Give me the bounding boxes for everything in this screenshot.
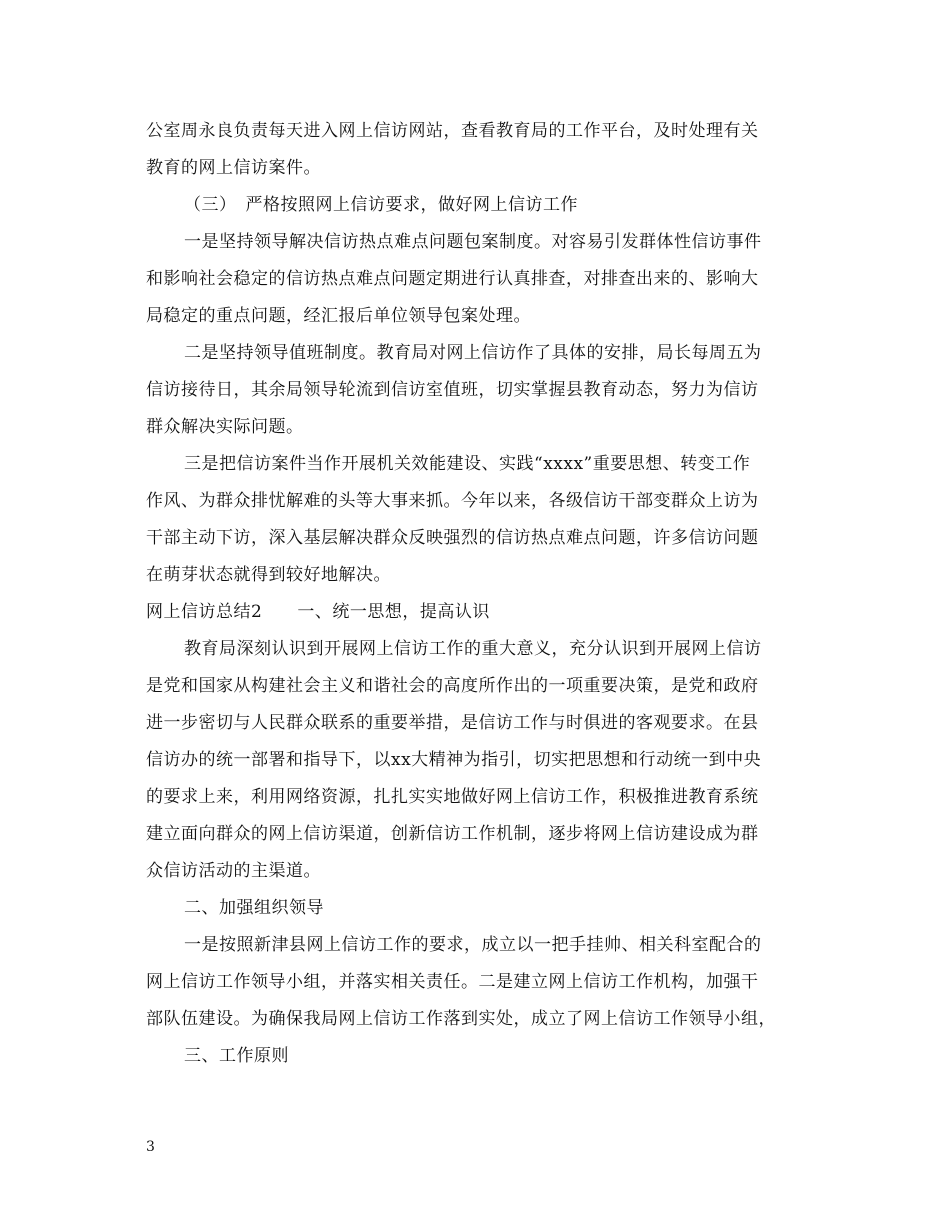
paragraph-line: 二是坚持领导值班制度。教育局对网上信访作了具体的安排，局长每周五为	[184, 343, 762, 363]
section-heading: 三、工作原则	[184, 1046, 289, 1066]
paragraph-line: 信访办的统一部署和指导下，以xx大精神为指引，切实把思想和行动统一到中央	[146, 750, 762, 770]
paragraph-line: 公室周永良负责每天进入网上信访网站，查看教育局的工作平台，及时处理有关	[146, 121, 759, 141]
paragraph-line: 干部主动下访，深入基层解决群众反映强烈的信访热点难点问题，许多信访问题	[146, 528, 759, 548]
section-heading: （三） 严格按照网上信访要求，做好网上信访工作	[184, 195, 578, 215]
paragraph-line: 群众解决实际问题。	[146, 417, 304, 437]
section-heading: 二、加强组织领导	[184, 898, 324, 918]
paragraph-line: 教育的网上信访案件。	[146, 158, 321, 178]
paragraph-line: 一是坚持领导解决信访热点难点问题包案制度。对容易引发群体性信访事件	[184, 232, 762, 252]
paragraph-line: 网上信访工作领导小组，并落实相关责任。二是建立网上信访工作机构，加强干	[146, 972, 759, 992]
paragraph-line: 建立面向群众的网上信访渠道，创新信访工作机制，逐步将网上信访建设成为群	[146, 824, 759, 844]
paragraph-line: 教育局深刻认识到开展网上信访工作的重大意义，充分认识到开展网上信访	[184, 639, 762, 659]
paragraph-line: 是党和国家从构建社会主义和谐社会的高度所作出的一项重要决策，是党和政府	[146, 676, 759, 696]
page-number: 3	[146, 1139, 155, 1155]
paragraph-line: 众信访活动的主渠道。	[146, 861, 321, 881]
paragraph-line: 一是按照新津县网上信访工作的要求，成立以一把手挂帅、相关科室配合的	[184, 935, 762, 955]
paragraph-line: 局稳定的重点问题，经汇报后单位领导包案处理。	[146, 306, 531, 326]
paragraph-line: 信访接待日，其余局领导轮流到信访室值班，切实掌握县教育动态，努力为信访	[146, 380, 759, 400]
paragraph-line: 进一步密切与人民群众联系的重要举措，是信访工作与时俱进的客观要求。在县	[146, 713, 759, 733]
paragraph-line: 部队伍建设。为确保我局网上信访工作落到实处，成立了网上信访工作领导小组，	[146, 1009, 776, 1029]
paragraph-line: 和影响社会稳定的信访热点难点问题定期进行认真排查，对排查出来的、影响大	[146, 269, 759, 289]
paragraph-line: 在萌芽状态就得到较好地解决。	[146, 565, 391, 585]
section-heading: 网上信访总结2 一、统一思想，提高认识	[146, 602, 490, 622]
paragraph-line: 作风、为群众排忧解难的头等大事来抓。今年以来，各级信访干部变群众上访为	[146, 491, 759, 511]
paragraph-line: 的要求上来，利用网络资源，扎扎实实地做好网上信访工作，积极推进教育系统	[146, 787, 759, 807]
paragraph-line: 三是把信访案件当作开展机关效能建设、实践“xxxx”重要思想、转变工作	[184, 454, 751, 474]
